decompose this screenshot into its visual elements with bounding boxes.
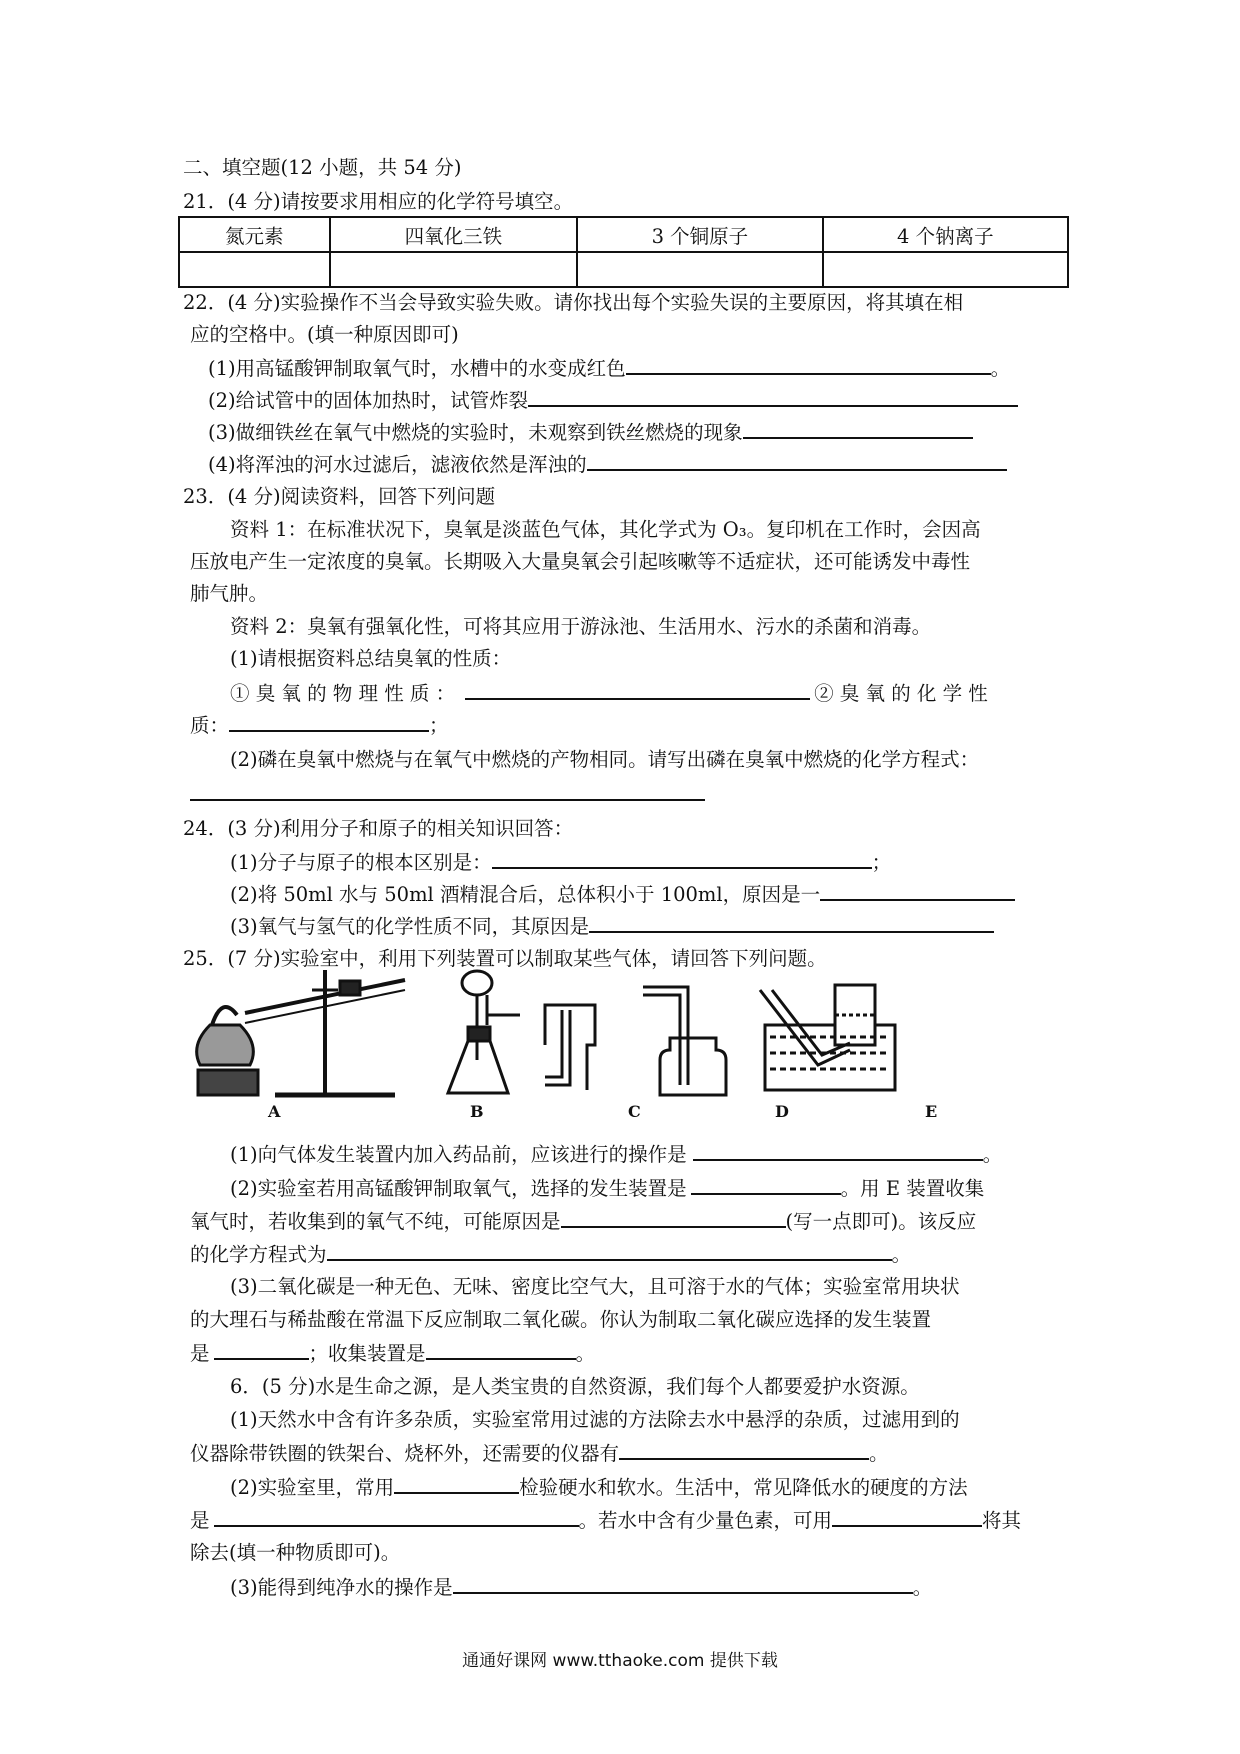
apparatus-d-drawing [643, 987, 726, 1095]
answer-blank[interactable] [587, 451, 1007, 471]
q23-chemical-label: ② 臭 氧 的 化 学 性 [814, 682, 988, 705]
semicolon: ； [429, 714, 449, 737]
q21-answer-cell[interactable] [823, 252, 1068, 287]
q22-item-label: (3)做细铁丝在氧气中燃烧的实验时，未观察到铁丝燃烧的现象 [208, 421, 743, 444]
q25-part1 [230, 1141, 1002, 1168]
q23-part1: (1)请根据资料总结臭氧的性质： [230, 647, 512, 670]
answer-blank[interactable] [626, 355, 991, 375]
answer-blank[interactable] [426, 1340, 576, 1360]
q25-part2-label: (写一点即可)。该反应 [785, 1210, 977, 1233]
q22-item-label: (4)将浑浊的河水过滤后，滤液依然是浑浊的 [208, 453, 587, 476]
period: 。 [982, 1143, 1003, 1166]
apparatus-e-drawing [760, 985, 895, 1090]
answer-blank[interactable] [492, 849, 872, 869]
apparatus-b-drawing [448, 971, 520, 1093]
q21-answer-cell[interactable] [179, 252, 330, 287]
q26-part1-line1: (1)天然水中含有许多杂质，实验室常用过滤的方法除去水中悬浮的杂质，过滤用到的 [230, 1408, 960, 1431]
answer-blank[interactable] [691, 1175, 841, 1195]
period: 。 [990, 357, 1011, 380]
q25-stem: 25．(7 分)实验室中，利用下列装置可以制取某些气体，请回答下列问题。 [183, 947, 827, 970]
q25-part3-line3 [190, 1340, 595, 1367]
q25-part2-label: (2)实验室若用高锰酸钾制取氧气，选择的发生装置是 [230, 1177, 687, 1200]
apparatus-label-d: D [775, 1102, 789, 1121]
answer-blank[interactable] [743, 419, 973, 439]
q26-part2-label: 是 [190, 1509, 210, 1532]
q21-answer-cell[interactable] [330, 252, 578, 287]
q23-material1-line2: 压放电产生一定浓度的臭氧。长期吸入大量臭氧会引起咳嗽等不适症状，还可能诱发中毒性 [190, 550, 971, 573]
q22-item-2 [208, 387, 1018, 414]
section-title: 二、填空题(12 小题，共 54 分) [183, 156, 462, 179]
q25-part3-line2: 的大理石与稀盐酸在常温下反应制取二氧化碳。你认为制取二氧化碳应选择的发生装置 [190, 1308, 932, 1331]
apparatus-label-e: E [925, 1102, 938, 1121]
answer-blank[interactable] [561, 1208, 786, 1228]
answer-blank[interactable] [693, 1141, 983, 1161]
q24-item-1 [230, 849, 891, 876]
q23-material2: 资料 2：臭氧有强氧化性，可将其应用于游泳池、生活用水、污水的杀菌和消毒。 [230, 615, 932, 638]
q24-item-2 [230, 881, 1015, 908]
q21-header-fe3o4: 四氧化三铁 [330, 217, 578, 252]
q22-item-4 [208, 451, 1007, 478]
q25-part2-line1 [230, 1175, 984, 1202]
q26-part2-label: 。若水中含有少量色素，可用 [578, 1509, 833, 1532]
answer-blank[interactable] [465, 680, 810, 700]
answer-blank[interactable] [394, 1474, 519, 1494]
apparatus-c-drawing [545, 1005, 595, 1090]
q23-stem: 23．(4 分)阅读资料，回答下列问题 [183, 485, 496, 508]
q23-chemical-label-end: 质： [190, 714, 230, 737]
answer-blank[interactable] [327, 1241, 892, 1261]
q26-part2-label: 将其 [982, 1509, 1022, 1532]
q25-part3-label: ；收集装置是 [308, 1342, 426, 1365]
q24-item-label: (2)将 50ml 水与 50ml 酒精混合后，总体积小于 100ml，原因是一 [230, 883, 821, 906]
q22-item-1 [208, 355, 1010, 382]
q22-item-label: (1)用高锰酸钾制取氧气时，水槽中的水变成红色 [208, 357, 626, 380]
answer-blank[interactable] [453, 1574, 913, 1594]
apparatus-label-b: B [470, 1102, 484, 1121]
answer-blank[interactable] [528, 387, 1018, 407]
semicolon: ； [871, 851, 892, 874]
q26-part1-label: 仪器除带铁圈的铁架台、烧杯外，还需要的仪器有 [190, 1442, 620, 1465]
q24-item-label: (3)氧气与氢气的化学性质不同，其原因是 [230, 915, 590, 938]
q25-part3-line1: (3)二氧化碳是一种无色、无味、密度比空气大，且可溶于水的气体；实验室常用块状 [230, 1275, 960, 1298]
q23-equation-blank[interactable] [190, 799, 705, 801]
q26-part2-label: (2)实验室里，常用 [230, 1476, 395, 1499]
q23-part1-chemical [190, 712, 449, 739]
q25-part2-line2 [190, 1208, 976, 1235]
q23-part1-physical [230, 680, 988, 707]
q21-header-sodium-ions: 4 个钠离子 [823, 217, 1068, 252]
answer-blank[interactable] [619, 1440, 869, 1460]
q25-part2-label: 氧气时，若收集到的氧气不纯，可能原因是 [190, 1210, 561, 1233]
q23-material1-line1: 资料 1：在标准状况下，臭氧是淡蓝色气体，其化学式为 O₃。复印机在工作时，会因高 [230, 518, 981, 541]
period: 。 [575, 1342, 596, 1365]
answer-blank[interactable] [589, 913, 994, 933]
q25-part3-label: 是 [190, 1342, 210, 1365]
q25-part2-label: 。用 E 装置收集 [840, 1177, 985, 1200]
q21-header-nitrogen: 氮元素 [179, 217, 330, 252]
q22-stem-line1: 22．(4 分)实验操作不当会导致实验失败。请你找出每个实验失误的主要原因，将其填在相 [183, 291, 964, 314]
q22-item-label: (2)给试管中的固体加热时，试管炸裂 [208, 389, 529, 412]
q23-physical-label: ① 臭 氧 的 物 理 性 质 ： [230, 682, 456, 705]
q26-part2-label: 检验硬水和软水。生活中，常见降低水的硬度的方法 [519, 1476, 968, 1499]
q26-part3-label: (3)能得到纯净水的操作是 [230, 1576, 453, 1599]
q26-part1-line2 [190, 1440, 889, 1467]
q21-header-copper-atoms: 3 个铜原子 [577, 217, 822, 252]
period: 。 [869, 1442, 889, 1465]
answer-blank[interactable] [214, 1340, 309, 1360]
apparatus-label-c: C [628, 1102, 641, 1121]
page-footer: 通通好课网 www.tthaoke.com 提供下载 [462, 1651, 778, 1671]
q24-item-3 [230, 913, 994, 940]
q23-part2: (2)磷在臭氧中燃烧与在氧气中燃烧的产物相同。请写出磷在臭氧中燃烧的化学方程式： [230, 748, 980, 771]
q26-part3 [230, 1574, 932, 1601]
apparatus-figure [190, 965, 1020, 1100]
period: 。 [891, 1243, 912, 1266]
q26-part2-line1 [230, 1474, 968, 1501]
q26-stem: 6．(5 分)水是生命之源，是人类宝贵的自然资源，我们每个人都要爱护水资源。 [230, 1375, 920, 1398]
q25-part2-label: 的化学方程式为 [190, 1243, 327, 1266]
q26-part2-line2 [190, 1507, 1021, 1534]
q25-part1-label: (1)向气体发生装置内加入药品前，应该进行的操作是 [230, 1143, 687, 1166]
q21-answer-cell[interactable] [577, 252, 822, 287]
q23-material1-line3: 肺气肿。 [190, 582, 269, 605]
answer-blank[interactable] [820, 881, 1015, 901]
answer-blank[interactable] [214, 1507, 579, 1527]
q21-stem: 21．(4 分)请按要求用相应的化学符号填空。 [183, 190, 574, 213]
apparatus-label-a: A [268, 1102, 281, 1121]
q25-part2-line3 [190, 1241, 911, 1268]
answer-blank[interactable] [229, 712, 429, 732]
q24-stem: 24．(3 分)利用分子和原子的相关知识回答： [183, 817, 574, 840]
answer-blank[interactable] [832, 1507, 982, 1527]
q22-stem-line2: 应的空格中。(填一种原因即可) [190, 323, 459, 346]
apparatus-a-drawing [197, 970, 405, 1095]
q26-part2-line3: 除去(填一种物质即可)。 [190, 1541, 401, 1564]
q24-item-label: (1)分子与原子的根本区别是： [230, 851, 492, 874]
q22-item-3 [208, 419, 973, 446]
period: 。 [912, 1576, 933, 1599]
q21-answer-table [178, 216, 1069, 288]
